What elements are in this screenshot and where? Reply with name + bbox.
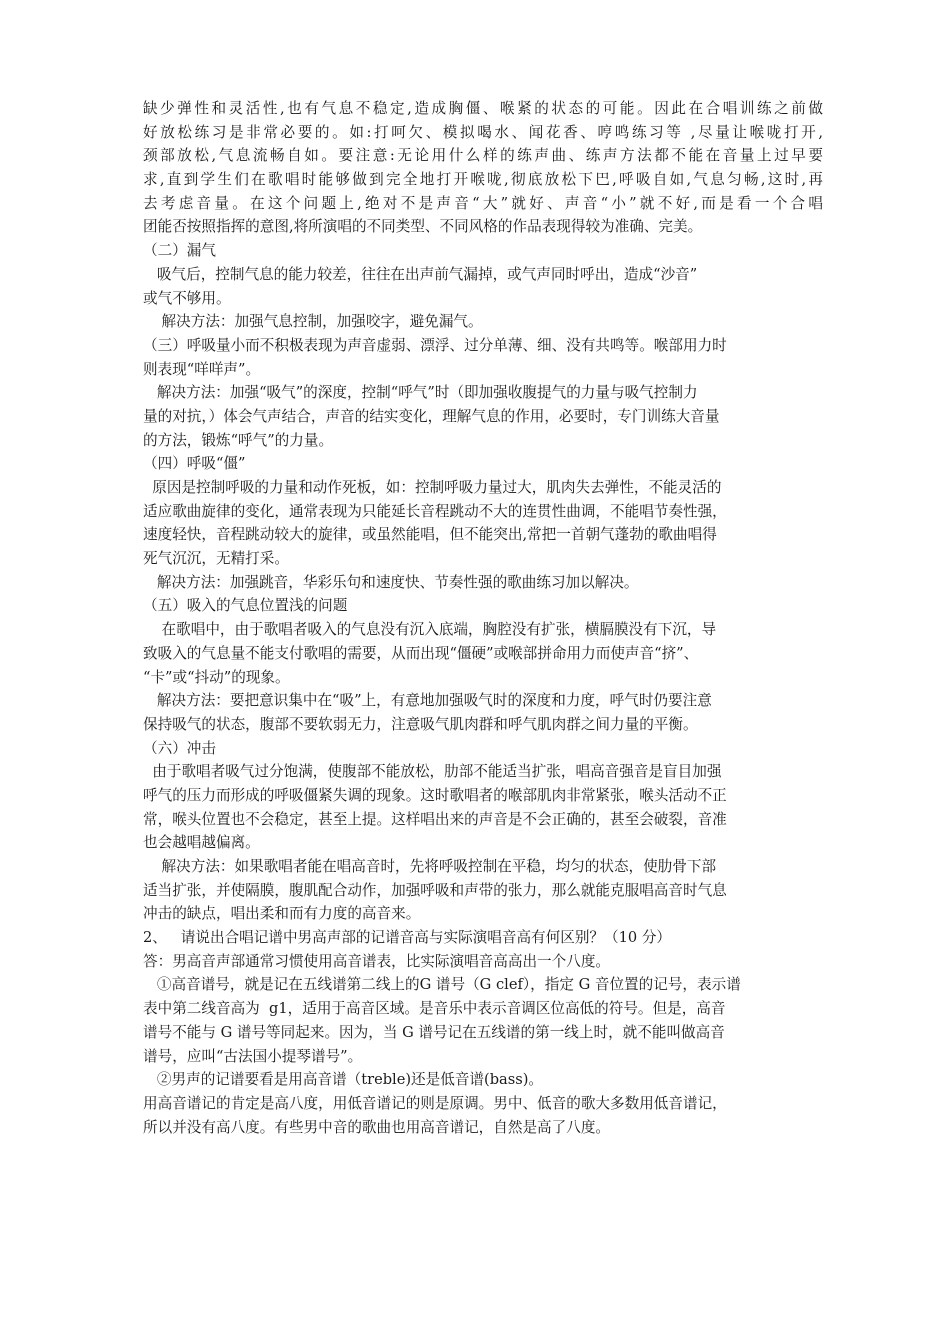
text-line: 冲击的缺点，唱出柔和而有力度的高音来。 — [143, 905, 421, 923]
section-heading: （五）吸入的气息位置浅的问题 — [143, 597, 348, 615]
section-heading: （二）漏气 — [143, 242, 216, 260]
text-line: 表中第二线音高为 g1，适用于高音区域。是音乐中表示音调区位高低的符号。但是，高音 — [143, 1000, 726, 1018]
answer-line: 答：男高音声部通常习惯使用高音谱表，比实际演唱音高高出一个八度。 — [143, 952, 611, 970]
section-heading: （四）呼吸“僵” — [143, 455, 246, 473]
text-line: 所以并没有高八度。有些男中音的歌曲也用高音谱记，自然是高了八度。 — [143, 1118, 611, 1136]
text-line: 保持吸气的状态，腹部不要软弱无力，注意吸气肌肉群和呼气肌肉群之间力量的平衡。 — [143, 715, 698, 733]
text-line: 用高音谱记的肯定是高八度，用低音谱记的则是原调。男中、低音的歌大多数用低音谱记， — [143, 1094, 727, 1112]
text-line: 也会越唱越偏离。 — [143, 834, 260, 852]
section-heading: （六）冲击 — [143, 739, 216, 757]
text-line: 量的对抗，）体会气声结合，声音的结实变化，理解气息的作用，必要时，专门训练大音量 — [143, 407, 720, 425]
text-line: 求,直到学生们在歌唱时能够做到完全地打开喉咙,彻底放松下巴,呼吸自如,气息匀畅,这时,再 — [143, 171, 823, 189]
text-line: 由于歌唱者吸气过分饱满，使腹部不能放松，肋部不能适当扩张，唱高音强音是盲目加强 — [143, 763, 722, 781]
text-line: 或气不够用。 — [143, 289, 231, 307]
text-line: 解决方法：加强跳音，华彩乐句和速度快、节奏性强的歌曲练习加以解决。 — [143, 573, 639, 591]
text-line: ①高音谱号，就是记在五线谱第二线上的G 谱号（G clef），指定 G 音位置的记号，表示谱 — [143, 976, 741, 994]
text-line: 适当扩张，并使隔膜，腹肌配合动作，加强呼吸和声带的张力，那么就能克服唱高音时气息 — [143, 881, 727, 899]
document-body — [143, 97, 823, 1139]
text-line: 谱号，应叫“古法国小提琴谱号”。 — [143, 1047, 363, 1065]
text-line: 吸气后，控制气息的能力较差，往往在出声前气漏掉，或气声同时呼出，造成“沙音” — [143, 265, 698, 283]
text-line: 速度轻快，音程跳动较大的旋律，或虽然能唱，但不能突出,常把一首朝气蓬勃的歌曲唱得 — [143, 526, 717, 544]
text-line: 团能否按照指挥的意图,将所演唱的不同类型、不同风格的作品表现得较为准确、完美。 — [143, 218, 703, 236]
text-line: 解决方法：如果歌唱者能在唱高音时，先将呼吸控制在平稳，均匀的状态，使肋骨下部 — [143, 858, 717, 875]
question-heading: 2、 请说出合唱记谱中男高声部的记谱音高与实际演唱音高有何区别？（10 分） — [143, 929, 672, 947]
text-line: 缺少弹性和灵活性,也有气息不稳定,造成胸僵、喉紧的状态的可能。因此在合唱训练之前做 — [143, 100, 823, 117]
text-line: ②男声的记谱要看是用高音谱（treble)还是低音谱(bass)。 — [143, 1071, 544, 1089]
text-line: 解决方法：加强气息控制，加强咬字，避免漏气。 — [143, 313, 483, 331]
text-line: 呼气的压力而形成的呼吸僵紧失调的现象。这时歌唱者的喉部肌肉非常紧张，喉头活动不正 — [143, 786, 727, 804]
text-line: 谱号不能与 G 谱号等同起来。因为，当 G 谱号记在五线谱的第一线上时，就不能叫做高音 — [143, 1023, 725, 1041]
text-line: 原因是控制呼吸的力量和动作死板，如：控制呼吸力量过大，肌肉失去弹性，不能灵活的 — [143, 479, 722, 496]
text-line: 的方法，锻炼“呼气”的力量。 — [143, 431, 334, 449]
text-line: 好放松练习是非常必要的。如:打呵欠、模拟喝水、闻花香、哼鸣练习等 ,尽量让喉咙打开, — [143, 123, 823, 141]
text-line: 适应歌曲旋律的变化，通常表现为只能延长音程跳动不大的连贯性曲调，不能唱节奏性强， — [143, 502, 727, 520]
text-line: 常，喉头位置也不会稳定，甚至上提。这样唱出来的声音是不会正确的，甚至会破裂，音准 — [143, 810, 727, 828]
text-line: 死气沉沉，无精打采。 — [143, 550, 289, 568]
text-line: 解决方法：要把意识集中在“吸”上，有意地加强吸气时的深度和力度，呼气时仍要注意 — [143, 692, 712, 710]
text-line: 致吸入的气息量不能支付歌唱的需要，从而出现“僵硬”或喉部拼命用力而使声音“挤”、 — [143, 644, 699, 662]
text-line: 在歌唱中，由于歌唱者吸入的气息没有沉入底端，胸腔没有扩张，横膈膜没有下沉，导 — [143, 621, 717, 639]
text-line: 颈部放松,气息流畅自如。要注意:无论用什么样的练声曲、练声方法都不能在音量上过早要 — [143, 147, 823, 165]
text-line: 解决方法：加强“吸气”的深度，控制“呼气”时（即加强收腹提气的力量与吸气控制力 — [143, 384, 698, 402]
text-line: 则表现“咩咩声”。 — [143, 360, 261, 378]
text-line: 去考虑音量。在这个问题上,绝对不是声音“大”就好、声音“小”就不好,而是看一个合唱 — [143, 194, 823, 212]
section-heading: （三）呼吸量小而不积极表现为声音虚弱、漂浮、过分单薄、细、没有共鸣等。喉部用力时 — [143, 336, 727, 354]
text-line: “卡”或“抖动”的现象。 — [143, 668, 290, 686]
